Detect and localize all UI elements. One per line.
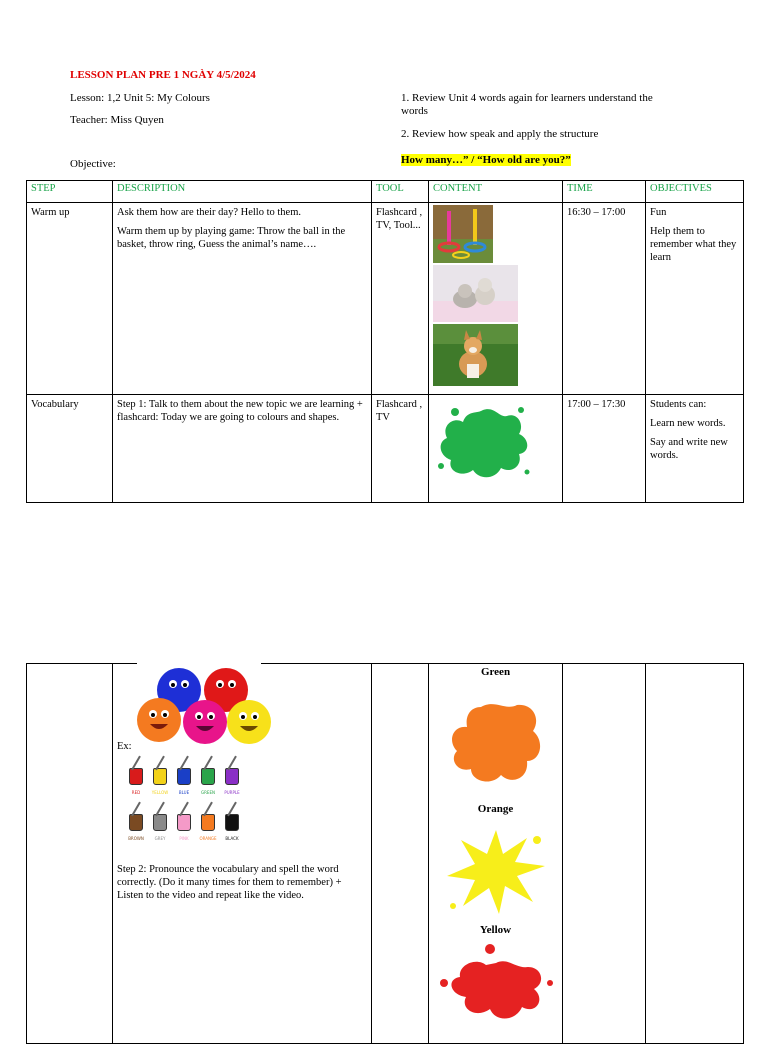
paint-label: BLACK [225,836,239,841]
objective-text: Fun [650,207,667,218]
color-name-yellow: Yellow [479,924,512,936]
time-cell [563,664,646,1044]
objective-text: Say and write new words. [650,437,728,461]
paint-pot [175,755,193,799]
tool-cell: Flashcard , TV [372,395,429,503]
paint-label: GREEN [201,790,215,795]
time-cell: 16:30 – 17:00 [563,203,646,395]
color-name-green: Green [480,666,511,678]
paint-pot [199,755,217,799]
objectives-cell [646,395,744,503]
table-row [27,664,744,1044]
paint-label: PURPLE [224,790,240,795]
lesson-table [26,180,744,503]
table-row [27,203,744,395]
description-cell [113,203,372,395]
header-time: TIME [563,181,646,203]
objective-text: Students can: [650,399,707,410]
description-text: Ask them how are their day? Hello to them. [117,207,301,218]
paint-pot [127,755,145,799]
step-cell [27,664,113,1044]
paint-label: YELLOW [151,790,169,795]
paint-jar-icon [129,814,143,831]
orange-splat [441,689,551,799]
paint-jar-icon [201,814,215,831]
paint-jar-icon [153,768,167,785]
description-cell [113,664,372,1044]
image-border-overlap [137,661,261,665]
objective-1: 1. Review Unit 4 words again for learners understand the words [401,92,653,117]
tool-cell: Flashcard , TV, Tool... [372,203,429,395]
objective-text: Learn new words. [650,418,726,429]
paint-jar-icon [225,768,239,785]
paint-label: PINK [179,836,189,841]
color-name-orange: Orange [477,803,514,815]
paint-label: ORANGE [199,836,217,841]
smiley-ball [183,700,227,744]
smiley-balls-image [137,668,287,746]
objective-text: Help them to remember what they learn [650,226,737,263]
header-tool: TOOL [372,181,429,203]
paint-jar-icon [177,814,191,831]
smiley-ball [227,700,271,744]
objectives-cell [646,664,744,1044]
green-splat [433,398,533,484]
content-cell [429,395,563,503]
paint-row [127,755,367,799]
step-cell: Vocabulary [27,395,113,503]
description-text: Warm them up by playing game: Throw the ball in the basket, throw ring, Guess the animal’s name…. [117,226,346,250]
paint-jar-icon [201,768,215,785]
paint-pots-image [117,755,367,845]
teacher-line: Teacher: Miss Quyen [70,114,164,126]
paint-row [127,801,367,845]
step-cell: Warm up [27,203,113,395]
red-splat [436,943,556,1023]
lesson-table-continued [26,663,744,1044]
lesson-plan-title: LESSON PLAN PRE 1 NGÀY 4/5/2024 [70,69,256,81]
example-label: Ex: [117,741,132,752]
objectives-cell [646,203,744,395]
step2-text: Step 2: Pronounce the vocabulary and spell the word correctly. (Do it many times for them to remember) + Listen to the video and repeat like the video. [117,864,342,901]
time-cell: 17:00 – 17:30 [563,395,646,503]
table-row [27,395,744,503]
content-cell [429,203,563,395]
objective-label: Objective: [70,158,116,170]
table-header-row [27,181,744,203]
paint-jar-icon [225,814,239,831]
header-step: STEP [27,181,113,203]
paint-jar-icon [153,814,167,831]
puppy-photo [433,324,518,386]
paint-jar-icon [177,768,191,785]
paint-pot [151,755,169,799]
paint-pot [223,755,241,799]
paint-pot [175,801,193,845]
paint-label: GREY [154,836,166,841]
paint-pot [223,801,241,845]
description-text: Step 1: Talk to them about the new topic we are learning + flashcard: Today we are going to colours and shapes. [117,399,363,423]
paint-pot [199,801,217,845]
paint-label: BLUE [178,790,190,795]
paint-pot [127,801,145,845]
objective-2: 2. Review how speak and apply the structure [401,128,599,140]
header-content: CONTENT [429,181,563,203]
tool-cell [372,664,429,1044]
paint-pot [151,801,169,845]
paint-label: BROWN [128,836,144,841]
description-cell [113,395,372,503]
smiley-ball [137,698,181,742]
structure-highlight: How many…” / “How old are you?” [401,154,571,166]
content-cell [429,664,563,1044]
paint-jar-icon [129,768,143,785]
lesson-line: Lesson: 1,2 Unit 5: My Colours [70,92,210,104]
header-objectives: OBJECTIVES [646,181,744,203]
header-description: DESCRIPTION [113,181,372,203]
ring-toss-photo [433,205,493,263]
paint-label: RED [131,790,141,795]
kittens-photo [433,265,518,322]
yellow-splat [441,820,551,920]
